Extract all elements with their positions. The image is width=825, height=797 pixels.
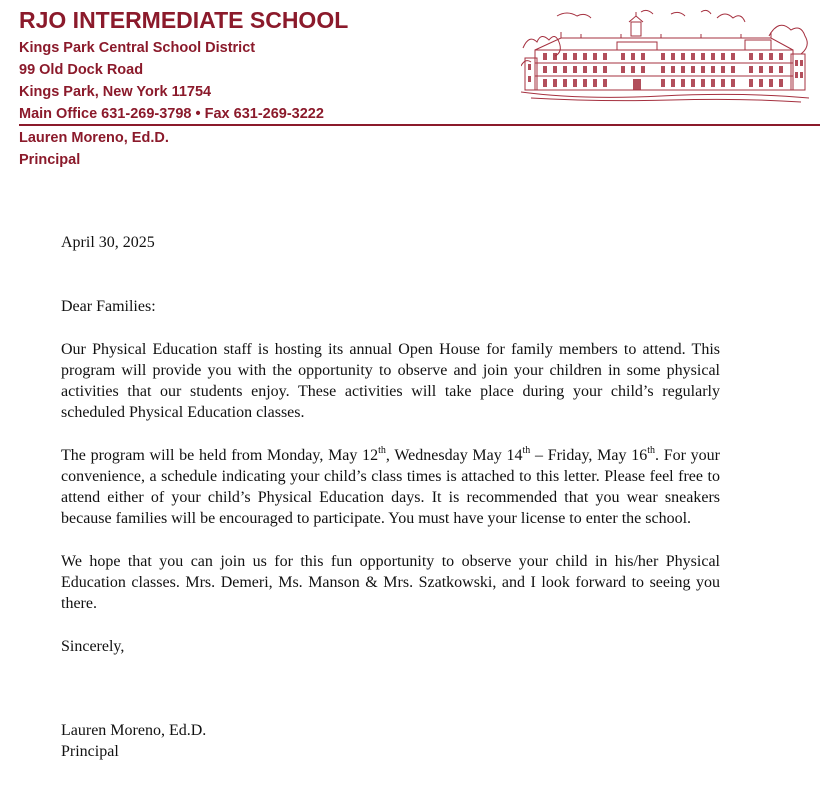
p2-sup-1: th <box>378 445 386 456</box>
school-name: RJO INTERMEDIATE SCHOOL <box>19 7 349 33</box>
address-street: 99 Old Dock Road <box>19 62 144 78</box>
p2-text-b: , Wednesday May 14 <box>385 447 523 464</box>
letter-date: April 30, 2025 <box>61 234 155 251</box>
district-name: Kings Park Central School District <box>19 40 256 56</box>
p2-text-d: . For your convenience, a schedule indicating your child’s class times is attached to this letter. Please feel free to attend either of your child’s Physical Education days. It is recommended that you wear sneakers because families will be encouraged to participate. You must have your license to enter the school. <box>61 447 721 527</box>
p2-text-c: – Friday, May 16 <box>530 447 648 464</box>
letterhead-text <box>19 6 348 125</box>
address-city: Kings Park, New York 11754 <box>19 84 212 100</box>
principal-name: Lauren Moreno, Ed.D. <box>19 130 169 146</box>
letterhead-divider <box>19 124 820 126</box>
signer-title: Principal <box>61 743 119 760</box>
paragraph-open-house: Our Physical Education staff is hosting its annual Open House for family members to attend. This program will provide you with the opportunity to observe and join your children in some physical activities that our students enjoy. These activities will take place during your child’s regularly scheduled Physical Education classes. <box>61 341 720 421</box>
paragraph-schedule <box>61 445 720 529</box>
p2-sup-3: th <box>647 445 655 456</box>
p2-text-a: The program will be held from Monday, May 12 <box>61 447 379 464</box>
p2-sup-2: th <box>522 445 531 456</box>
closing: Sincerely, <box>61 638 125 655</box>
paragraph-invitation: We hope that you can join us for this fun opportunity to observe your child in his/her Physical Education classes. Mrs. Demeri, Ms. Manson & Mrs. Szatkowski, and I look forward to seeing you there. <box>61 553 720 612</box>
letterhead <box>0 0 825 175</box>
signer-name: Lauren Moreno, Ed.D. <box>61 722 207 739</box>
salutation: Dear Families: <box>61 298 156 315</box>
letter-body <box>61 232 720 762</box>
principal-block <box>19 127 169 171</box>
school-building-logo <box>521 8 809 104</box>
principal-title: Principal <box>19 152 81 168</box>
contact-phone-fax: Main Office 631-269-3798 • Fax 631-269-3222 <box>19 106 324 122</box>
